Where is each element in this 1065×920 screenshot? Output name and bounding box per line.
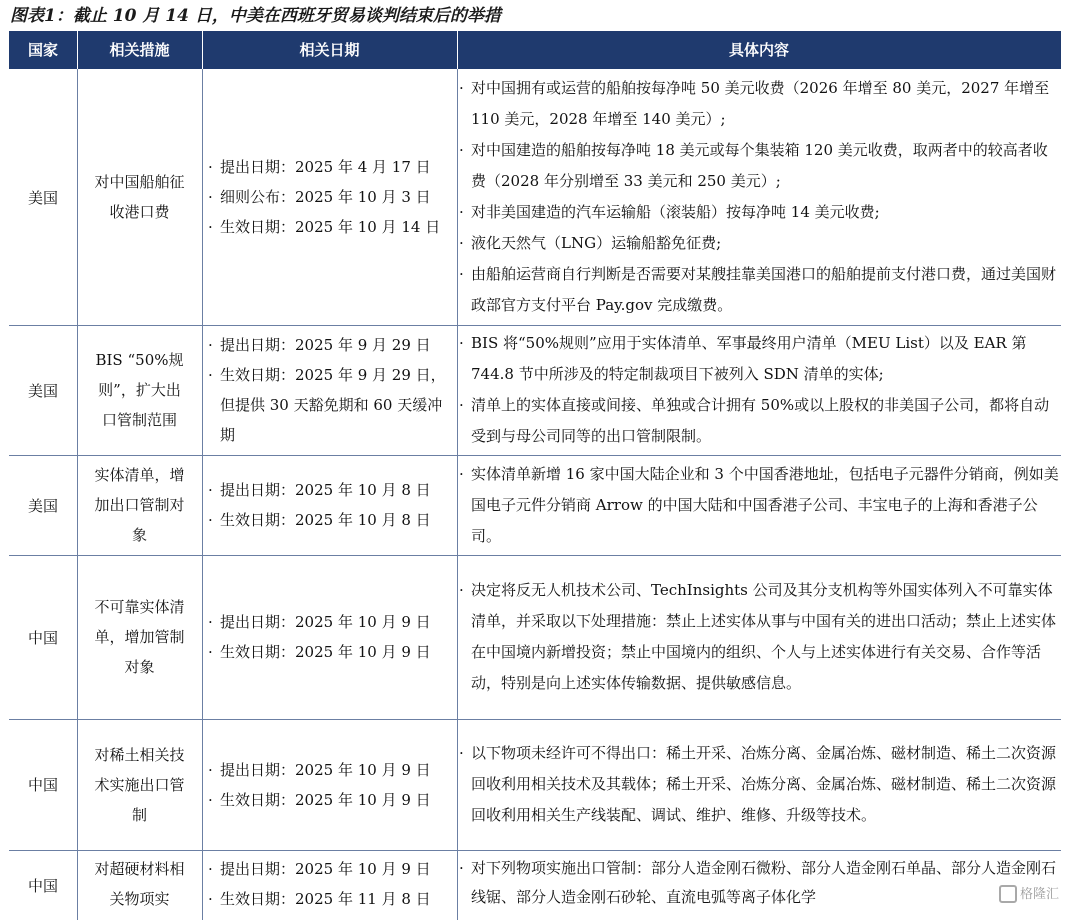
column-divider [77, 850, 78, 920]
bullet: · [208, 860, 213, 878]
country-cell: 中国 [27, 876, 58, 895]
content-text: 对中国建造的船舶按每净吨 18 美元或每个集装箱 120 美元收费，取两者中的较高者收费（2028 年分别增至 33 美元和 250 美元）; [471, 141, 1048, 190]
dates-cell [202, 555, 446, 719]
dates-cell [202, 455, 446, 555]
bullet: · [459, 203, 464, 221]
country-cell: 美国 [27, 381, 58, 400]
dates-cell [202, 850, 446, 920]
measure-cell: 对稀土相关技术实施出口管制 [94, 745, 185, 824]
dates-list [206, 854, 431, 914]
content-item [457, 328, 1061, 390]
header-measure: 相关措施 [109, 41, 170, 59]
bullet: · [459, 334, 464, 352]
bullet: · [208, 790, 213, 809]
content-list [457, 328, 1061, 452]
date-text: 生效日期：2025 年 9 月 29 日，但提供 30 天豁免期和 60 天缓冲期 [220, 366, 446, 444]
content-item [457, 259, 1061, 321]
dates-list [206, 152, 440, 242]
date-text: 生效日期：2025 年 10 月 9 日 [220, 790, 431, 809]
date-text: 细则公布：2025 年 10 月 3 日 [220, 188, 431, 206]
date-text: 生效日期：2025 年 10 月 8 日 [220, 511, 431, 529]
date-item [206, 607, 431, 637]
column-divider [202, 850, 203, 920]
column-divider [77, 555, 78, 719]
date-item [206, 182, 440, 212]
date-item [206, 212, 440, 242]
measure-cell: BIS “50%规则”，扩大出口管制范围 [95, 351, 184, 429]
bullet: · [208, 613, 213, 631]
watermark-text: 格隆汇 [1019, 886, 1059, 902]
bullet: · [208, 511, 213, 529]
column-divider [77, 325, 78, 455]
column-divider [457, 325, 458, 455]
content-text: 对下列物项实施出口管制：部分人造金刚石微粉、部分人造金刚石单晶、部分人造金刚石线锯、部分人造金刚石砂轮、直流电弧等离子体化学 [471, 859, 1057, 906]
content-text: 实体清单新增 16 家中国大陆企业和 3 个中国香港地址，包括电子元器件分销商，例如美国电子元件分销商 Arrow 的中国大陆和中国香港子公司、丰宝电子的上海和香港子公司。 [471, 464, 1059, 545]
bullet: · [459, 79, 464, 97]
column-divider [77, 455, 78, 555]
bullet: · [208, 481, 213, 499]
bullet: · [208, 890, 213, 908]
date-item [206, 330, 446, 360]
date-item [206, 785, 431, 815]
measure-cell: 对中国船舶征收港口费 [94, 173, 185, 221]
logo-icon [999, 885, 1017, 903]
dates-list [206, 607, 431, 667]
bullet: · [459, 859, 464, 877]
content-text: 清单上的实体直接或间接、单独或合计拥有 50%或以上股权的非美国子公司，都将自动受到与母公司同等的出口管制限制。 [471, 396, 1050, 445]
column-divider [202, 69, 203, 325]
column-divider [457, 850, 458, 920]
column-divider [202, 455, 203, 555]
content-list [457, 738, 1061, 831]
content-cell [457, 325, 1061, 455]
country-cell: 美国 [27, 188, 58, 207]
bullet: · [459, 265, 464, 283]
content-item [457, 390, 1061, 452]
column-divider [202, 325, 203, 455]
bullet: · [459, 581, 464, 599]
header-country: 国家 [27, 41, 58, 59]
bullet: · [208, 366, 213, 384]
date-item [206, 884, 431, 914]
column-divider [77, 69, 78, 325]
header-content: 具体内容 [728, 41, 789, 59]
bullet: · [208, 643, 213, 661]
bullet: · [459, 744, 464, 762]
date-item [206, 475, 431, 505]
content-text: 以下物项未经许可不得出口：稀土开采、冶炼分离、金属冶炼、磁材制造、稀土二次资源回收利用相关技术及其载体；稀土开采、冶炼分离、金属冶炼、磁材制造、稀土二次资源回收利用相关生产线装配、调试、维护、维修、升级等技术。 [471, 744, 1057, 824]
date-item [206, 637, 431, 667]
date-text: 提出日期：2025 年 4 月 17 日 [220, 158, 431, 176]
date-item [206, 755, 431, 785]
date-item [206, 152, 440, 182]
date-text: 提出日期：2025 年 10 月 8 日 [220, 481, 431, 499]
bullet: · [208, 760, 213, 779]
dates-list [206, 755, 431, 815]
dates-list [206, 330, 446, 450]
bullet: · [208, 218, 213, 236]
dates-cell [202, 325, 446, 455]
table-row [9, 555, 1061, 720]
country-cell: 中国 [27, 628, 58, 647]
content-item [457, 575, 1061, 699]
date-item [206, 505, 431, 535]
country-cell: 美国 [27, 496, 58, 515]
content-text: 液化天然气（LNG）运输船豁免征费; [471, 234, 722, 252]
content-list [457, 575, 1061, 699]
date-text: 提出日期：2025 年 10 月 9 日 [220, 860, 431, 878]
bullet: · [459, 141, 464, 159]
dates-cell [202, 719, 446, 850]
figure-title: 图表1：截止 10 月 14 日，中美在西班牙贸易谈判结束后的举措 [10, 6, 501, 26]
date-text: 生效日期：2025 年 10 月 14 日 [220, 218, 441, 236]
column-divider [457, 69, 458, 325]
measure-cell: 对超硬材料相关物项实 [94, 860, 185, 908]
table-row [9, 69, 1061, 326]
content-text: 决定将反无人机技术公司、TechInsights 公司及其分支机构等外国实体列入不可靠实体清单，并采取以下处理措施：禁止上述实体从事与中国有关的进出口活动；禁止上述实体在中国境内新增投资；禁止中国境内的组织、个人与上述实体进行有关交易、合作等活动，特别是向上述实体传输数据、提供敏感信息。 [471, 581, 1057, 692]
table-row [9, 325, 1061, 456]
country-cell: 中国 [27, 776, 58, 794]
content-item [457, 854, 1061, 912]
measure-cell: 实体清单，增加出口管制对象 [94, 466, 185, 544]
bullet: · [208, 158, 213, 176]
table-row [9, 455, 1061, 556]
bullet: · [208, 188, 213, 206]
content-list [457, 854, 1061, 912]
content-item [457, 73, 1061, 135]
content-cell [457, 69, 1061, 325]
bullet: · [459, 464, 464, 483]
content-cell [457, 555, 1061, 719]
content-cell [457, 455, 1061, 555]
column-divider [457, 555, 458, 719]
dates-cell [202, 69, 446, 325]
content-item [457, 135, 1061, 197]
date-item [206, 854, 431, 884]
content-cell [457, 719, 1061, 850]
content-list [457, 459, 1061, 552]
bullet: · [459, 234, 464, 252]
column-divider [202, 555, 203, 719]
date-text: 提出日期：2025 年 10 月 9 日 [220, 613, 431, 631]
content-item [457, 197, 1061, 228]
measure-cell: 不可靠实体清单，增加管制对象 [94, 598, 185, 676]
content-item [457, 228, 1061, 259]
content-text: 对中国拥有或运营的船舶按每净吨 50 美元收费（2026 年增至 80 美元，2027 年增至 110 美元，2028 年增至 140 美元）; [471, 79, 1050, 128]
content-text: BIS 将“50%规则”应用于实体清单、军事最终用户清单（MEU List）以及 EAR 第 744.8 节中所涉及的特定制裁项目下被列入 SDN 清单的实体; [471, 334, 1027, 383]
date-text: 生效日期：2025 年 11 月 8 日 [220, 890, 431, 908]
table-row [9, 850, 1061, 920]
column-divider [457, 719, 458, 850]
content-cell [457, 850, 1061, 920]
date-text: 提出日期：2025 年 9 月 29 日 [220, 336, 431, 354]
date-text: 生效日期：2025 年 10 月 9 日 [220, 643, 431, 661]
date-text: 提出日期：2025 年 10 月 9 日 [220, 760, 431, 779]
content-item [457, 738, 1061, 831]
bullet: · [459, 396, 464, 414]
bullet: · [208, 336, 213, 354]
table-header [9, 31, 1061, 69]
date-item [206, 360, 446, 450]
column-divider [77, 719, 78, 850]
content-text: 对非美国建造的汽车运输船（滚装船）按每净吨 14 美元收费; [471, 203, 880, 221]
column-divider [202, 719, 203, 850]
content-text: 由船舶运营商自行判断是否需要对某艘挂靠美国港口的船舶提前支付港口费，通过美国财政部官方支付平台 Pay.gov 完成缴费。 [471, 265, 1057, 314]
header-dates: 相关日期 [299, 41, 360, 59]
watermark [999, 883, 1059, 904]
column-divider [457, 455, 458, 555]
content-item [457, 459, 1061, 552]
content-list [457, 73, 1061, 321]
dates-list [206, 475, 431, 535]
table-row [9, 719, 1061, 851]
